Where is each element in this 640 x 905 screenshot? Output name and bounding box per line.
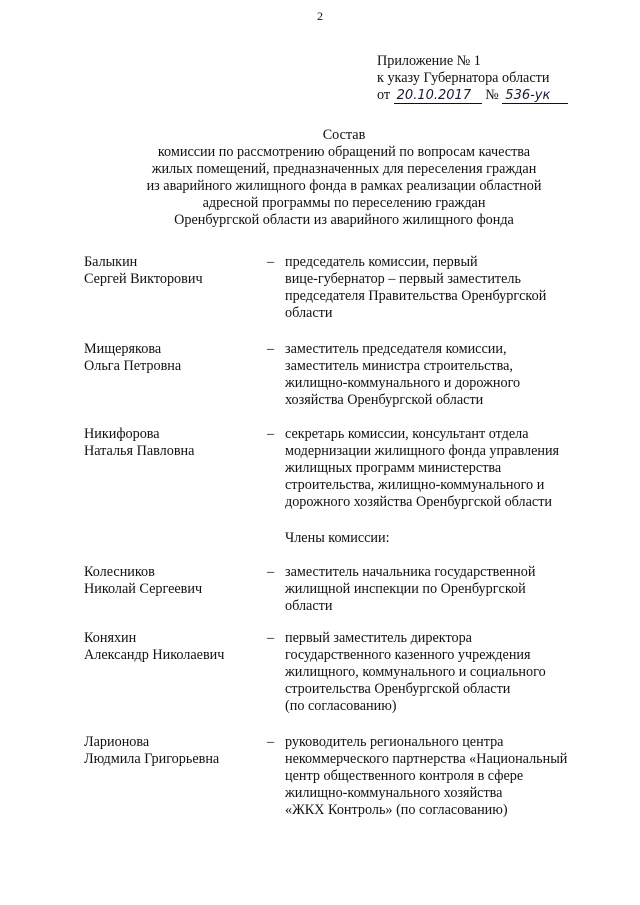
dash: – xyxy=(267,341,275,357)
member-given-name: Александр Николаевич xyxy=(84,647,225,663)
appendix-date-line xyxy=(377,87,568,104)
member-name xyxy=(84,254,264,288)
member-role xyxy=(285,341,615,409)
appendix-header xyxy=(377,53,568,104)
member-given-name: Наталья Павловна xyxy=(84,443,195,459)
number-prefix: № xyxy=(485,87,499,103)
member-role xyxy=(285,734,615,819)
member-given-name: Сергей Викторович xyxy=(84,271,203,287)
handwritten-date: 20.10.2017 xyxy=(394,88,482,104)
member-name xyxy=(84,734,264,768)
member-surname: Ларионова xyxy=(84,734,150,750)
member-surname: Мищерякова xyxy=(84,341,162,357)
member-given-name: Людмила Григорьевна xyxy=(84,751,220,767)
role-line: заместитель министра строительства, xyxy=(285,358,513,374)
title-line: адресной программы по переселению граждан xyxy=(202,195,486,211)
role-line: жилищных программ министерства xyxy=(285,460,502,476)
role-line: председатель комиссии, первый xyxy=(285,254,478,270)
members-heading: Члены комиссии: xyxy=(285,530,390,546)
member-surname: Никифорова xyxy=(84,426,160,442)
member-name xyxy=(84,426,264,460)
role-line: жилищного, коммунального и социального xyxy=(285,664,546,680)
role-line: модернизации жилищного фонда управления xyxy=(285,443,560,459)
date-prefix: от xyxy=(377,87,391,103)
role-line: дорожного хозяйства Оренбургской области xyxy=(285,494,553,510)
dash: – xyxy=(267,734,275,750)
role-line: секретарь комиссии, консультант отдела xyxy=(285,426,529,442)
handwritten-number: 536-ук xyxy=(502,88,568,104)
title-line: жилых помещений, предназначенных для переселения граждан xyxy=(151,161,537,177)
member-surname: Балыкин xyxy=(84,254,138,270)
role-line: вице-губернатор – первый заместитель xyxy=(285,271,521,287)
role-line: хозяйства Оренбургской области xyxy=(285,392,484,408)
dash: – xyxy=(267,630,275,646)
role-line: строительства Оренбургской области xyxy=(285,681,511,697)
page-number: 2 xyxy=(317,9,323,23)
title-line: комиссии по рассмотрению обращений по вопросам качества xyxy=(157,144,531,160)
dash: – xyxy=(267,254,275,270)
role-line: жилищной инспекции по Оренбургской xyxy=(285,581,526,597)
member-role xyxy=(285,426,615,511)
role-line: строительства, жилищно-коммунального и xyxy=(285,477,545,493)
dash: – xyxy=(267,564,275,580)
member-name xyxy=(84,564,264,598)
role-line: центр общественного контроля в сфере xyxy=(285,768,524,784)
title-line: Оренбургской области из аварийного жилищного фонда xyxy=(174,212,514,228)
role-line: первый заместитель директора xyxy=(285,630,472,646)
title-line: Состав xyxy=(322,127,366,143)
role-line: жилищно-коммунального хозяйства xyxy=(285,785,503,801)
member-name xyxy=(84,341,264,375)
document-title xyxy=(100,127,588,229)
member-name xyxy=(84,630,264,664)
role-line: председателя Правительства Оренбургской xyxy=(285,288,547,304)
member-given-name: Ольга Петровна xyxy=(84,358,182,374)
member-surname: Колесников xyxy=(84,564,155,580)
member-given-name: Николай Сергеевич xyxy=(84,581,203,597)
appendix-title: Приложение № 1 xyxy=(377,53,481,69)
role-line: области xyxy=(285,305,333,321)
role-line: «ЖКХ Контроль» (по согласованию) xyxy=(285,802,508,818)
role-line: руководитель регионального центра xyxy=(285,734,504,750)
title-line: из аварийного жилищного фонда в рамках реализации областной xyxy=(146,178,542,194)
member-role xyxy=(285,564,615,615)
role-line: заместитель начальника государственной xyxy=(285,564,536,580)
role-line: жилищно-коммунального и дорожного xyxy=(285,375,521,391)
dash: – xyxy=(267,426,275,442)
member-role xyxy=(285,630,615,715)
member-surname: Коняхин xyxy=(84,630,137,646)
member-role xyxy=(285,254,615,322)
appendix-decree: к указу Губернатора области xyxy=(377,70,550,86)
role-line: государственного казенного учреждения xyxy=(285,647,531,663)
role-line: некоммерческого партнерства «Национальный xyxy=(285,751,568,767)
role-line: (по согласованию) xyxy=(285,698,397,714)
role-line: заместитель председателя комиссии, xyxy=(285,341,507,357)
role-line: области xyxy=(285,598,333,614)
